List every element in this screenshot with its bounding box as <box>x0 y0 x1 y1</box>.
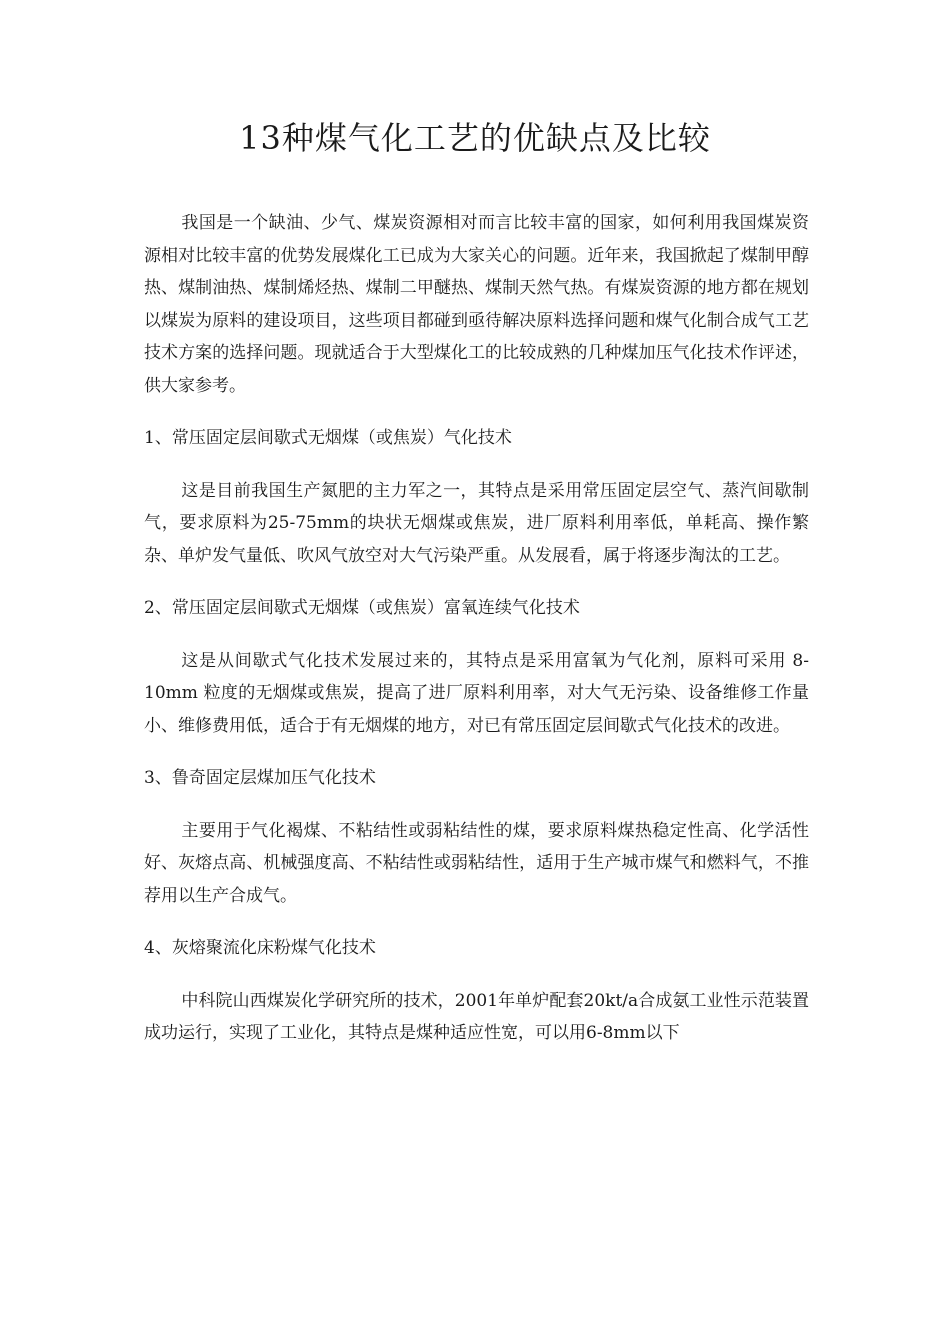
paragraph-spacer <box>144 912 809 932</box>
paragraph-spacer <box>144 625 809 645</box>
paragraph-spacer <box>144 572 809 592</box>
section-body-1: 这是目前我国生产氮肥的主力军之一，其特点是采用常压固定层空气、蒸汽间歇制气，要求原料为25-75mm的块状无烟煤或焦炭，进厂原料利用率低，单耗高、操作繁杂、单炉发气量低、吹风气放空对大气污染严重。从发展看，属于将逐步淘汰的工艺。 <box>144 480 809 566</box>
paragraph-spacer <box>144 795 809 815</box>
page-title: 13种煤气化工艺的优缺点及比较 <box>239 119 711 157</box>
section-heading-4: 4、灰熔聚流化床粉煤气化技术 <box>144 938 376 958</box>
paragraph-spacer <box>144 965 809 985</box>
section-body-3: 主要用于气化褐煤、不粘结性或弱粘结性的煤，要求原料煤热稳定性高、化学活性好、灰熔点高、机械强度高、不粘结性或弱粘结性，适用于生产城市煤气和燃料气，不推荐用以生产合成气。 <box>144 820 809 906</box>
section-heading-3: 3、鲁奇固定层煤加压气化技术 <box>144 768 376 788</box>
section-heading-1: 1、常压固定层间歇式无烟煤（或焦炭）气化技术 <box>144 428 512 448</box>
section-heading-2: 2、常压固定层间歇式无烟煤（或焦炭）富氧连续气化技术 <box>144 598 580 618</box>
paragraph-spacer <box>144 742 809 762</box>
intro-paragraph: 我国是一个缺油、少气、煤炭资源相对而言比较丰富的国家，如何利用我国煤炭资源相对比较丰富的优势发展煤化工已成为大家关心的问题。近年来，我国掀起了煤制甲醇热、煤制油热、煤制烯烃热、煤制二甲醚热、煤制天然气热。有煤炭资源的地方都在规划以煤炭为原料的建设项目，这些项目都碰到亟待解决原料选择问题和煤气化制合成气工艺技术方案的选择问题。现就适合于大型煤化工的比较成熟的几种煤加压气化技术作评述，供大家参考。 <box>144 213 809 396</box>
paragraph-spacer <box>144 455 809 475</box>
section-body-2: 这是从间歇式气化技术发展过来的，其特点是采用富氧为气化剂，原料可采用 8-10mm 粒度的无烟煤或焦炭，提高了进厂原料利用率，对大气无污染、设备维修工作量小、维修费用低，适合于有无烟煤的地方，对已有常压固定层间歇式气化技术的改进。 <box>144 650 809 736</box>
section-body-4: 中科院山西煤炭化学研究所的技术，2001年单炉配套20kt/a合成氨工业性示范装置成功运行，实现了工业化，其特点是煤种适应性宽，可以用6-8mm以下 <box>144 990 809 1043</box>
document-body <box>144 207 809 1050</box>
paragraph-spacer <box>144 402 809 422</box>
